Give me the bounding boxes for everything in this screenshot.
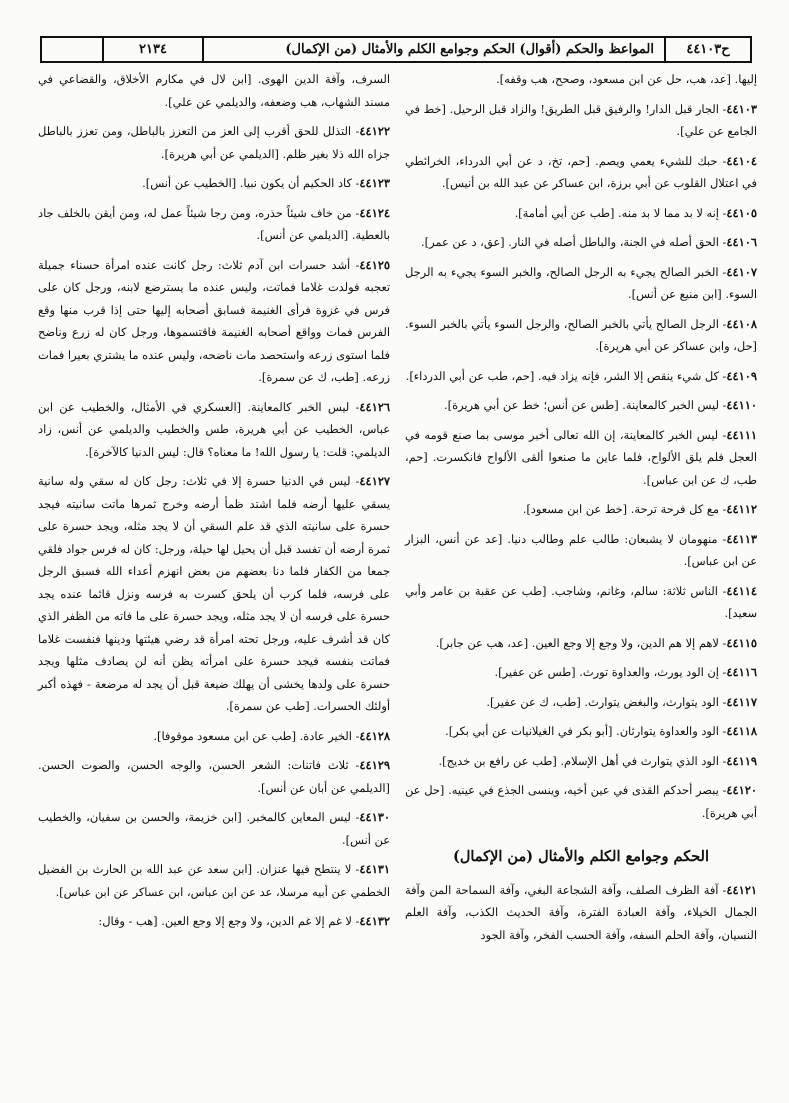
- entry-text: - الخبر الصالح يجيء به الرجل الصالح، والخبر السوء يجيء به الرجل السوء. [ابن منيع عن أنس].: [405, 264, 757, 301]
- entry-number: ٤٤١٣٠: [359, 810, 390, 824]
- hadith-entry: [405, 313, 757, 358]
- hadith-entry: [405, 98, 757, 143]
- hadith-entry: [405, 150, 757, 195]
- hadith-entry: [405, 424, 757, 492]
- hadith-entry: [405, 632, 757, 655]
- section-heading: الحكم وجوامع الكلم والأمثال (من الإكمال): [452, 848, 710, 865]
- entry-text: - الناس ثلاثة: سالم، وغانم، وشاجب. [طب عن عقبة بن عامر وأبي سعيد].: [405, 583, 757, 620]
- hadith-entry: [38, 120, 390, 165]
- entry-number: ٤٤١٢٥: [359, 257, 390, 272]
- header-title: المواعظ والحكم (أقوال) الحكم وجوامع الكلم والأمثال (من الإكمال): [202, 38, 664, 61]
- entry-text: - حبك للشيء يعمي ويصم. [حم، تخ، د عن أبي الدرداء، الخرائطي في اعتلال القلوب عن أبي برزة، ابن عساكر عن عبد الله بن أنيس].: [405, 153, 757, 190]
- entry-text: - الرجل الصالح يأتي بالخبر الصالح، والرجل السوء يأتي بالخبر السوء. [حل، وابن عساكر عن أبي هريرة].: [405, 316, 757, 353]
- entry-number: ٤٤١٢٤: [359, 205, 390, 220]
- hadith-entry: [38, 858, 390, 903]
- entry-number: ٤٤١٠٩: [726, 368, 757, 383]
- hadith-entry: [405, 661, 757, 684]
- entry-number: ٤٤١٢٩: [359, 758, 390, 772]
- entry-number: ٤٤١١٨: [726, 724, 757, 738]
- entry-number: ٤٤١٢٧: [359, 474, 390, 488]
- entry-text: - الحق أصله في الجنة، والباطل أصله في النار. [عق، د عن عمر].: [421, 235, 727, 249]
- entry-number: ٤٤١١٤: [726, 583, 757, 598]
- hadith-entry: [38, 910, 390, 933]
- hadith-entry: [38, 725, 390, 748]
- hadith-entry: [405, 580, 757, 625]
- entry-number: ٤٤١٢١: [726, 882, 757, 897]
- entry-number: ٤٤١٠٥: [726, 205, 757, 220]
- entry-text: - من خاف شيئاً حذره، ومن رجا شيئاً عمل له، ومن أيقن بالخلف جاد بالعطية. [الديلمي عن أنس].: [38, 205, 390, 242]
- continued-text: إليها. [عد، هب، حل عن ابن مسعود، وصحح، هب وقفه].: [496, 72, 757, 86]
- entry-number: ٤٤١١٩: [726, 753, 757, 768]
- hadith-entry: [405, 691, 757, 714]
- continued-text: السرف، وآفة الدين الهوى. [ابن لال في مكارم الأخلاق، والقضاعي في مسند الشهاب، هب وضعفه، والديلمي عن علي].: [38, 72, 390, 109]
- hadith-entry: [405, 879, 757, 947]
- entry-number: ٤٤١٠٨: [726, 316, 757, 331]
- right-column: [405, 68, 757, 953]
- entry-text: - إن الود يورث، والعداوة تورث. [طس عن عفير].: [494, 665, 727, 679]
- hadith-entry: [405, 261, 757, 306]
- hadith-entry: [405, 528, 757, 573]
- entry-number: ٤٤١١٦: [726, 665, 757, 679]
- entry-number: ٤٤١٢٦: [359, 399, 390, 414]
- entry-text: - ليس الخبر كالمعاينة. [العسكري في الأمثال، والخطيب عن ابن عباس، الخطيب عن أبي هريرة، طس والخطيب والديلمي عن أنس، زاد الديلمي: قلت: يا رسول الله! ما معناه؟ قال: ليس الدنيا كالآخرة].: [38, 399, 390, 459]
- entry-text: - لا غم إلا غم الدين، ولا وجع إلا وجع العين. [هب - وقال:: [98, 914, 360, 928]
- entry-text: - الود الذي يتوارث في أهل الإسلام. [طب عن رافع بن خديج].: [438, 753, 727, 768]
- entry-text: - آفة الظرف الصلف، وآفة الشجاعة البغي، وآفة السماحة المن وآفة الجمال الخيلاء، وآفة العبادة الفترة، وآفة الحديث الكذب، وآفة العلم النسيان، وآفة الحلم السفه، وآفة الحسب الفخر، وآفة الجود: [405, 882, 757, 942]
- entry-text: - ليس الخبر كالمعاينة، إن الله تعالى أخبر موسى بما صنع قومه في العجل فلم يلق الألواح، فلما عاين ما صنعوا ألقى الألواح فانكسرت. [حم، طب، ك عن ابن عباس].: [405, 427, 757, 487]
- entry-text: - ليس الخبر كالمعاينة. [طس عن أنس؛ خط عن أبي هريرة].: [444, 398, 727, 412]
- running-header: [40, 36, 752, 63]
- hadith-entry: [38, 396, 390, 464]
- entry-number: ٤٤١١٣: [726, 531, 757, 546]
- hadith-entry: [405, 365, 757, 388]
- hadith-entry: [405, 720, 757, 743]
- entry-text: - ثلاث فاتنات: الشعر الحسن، والوجه الحسن، والصوت الحسن. [الديلمي عن أبان عن أنس].: [38, 758, 390, 795]
- hadith-entry: [38, 806, 390, 851]
- entry-number: ٤٤١٢٢: [359, 124, 390, 138]
- hadith-entry: [405, 779, 757, 824]
- entry-text: - الخير عادة. [طب عن ابن مسعود موقوفا].: [153, 728, 360, 743]
- hadith-entry: [405, 231, 757, 254]
- entry-text: - إنه لا بد مما لا بد منه. [طب عن أبي أمامة].: [514, 205, 727, 220]
- entry-number: ٤٤١٠٧: [726, 264, 757, 279]
- entry-text: - ليس في الدنيا حسرة إلا في ثلاث: رجل كان له سقي وله سانية يسقي عليها أرضه فلما اشتد ظمأ أرضه وخرج ثمرها ماتت سانيته فيجد حسرة على سانيته الذي قد علم السقي أن لا يجد مثله، ويجد حسرة على ثمرة أرضه أن تفسد قبل أن يحيل لها حيلة، ورجل: كان له فرس جواد فلقي جمعا من الكفار فلما دنا بعضهم من بعض انهزم أعداء الله فسبق الرجل على فرسه، فلما كرب أن يلحق كسرت به فرسه ونزل قائما عنده يجد حسرة على فرسه أن لا يجد مثله، ويجد حسرة على ما فاته من الظفر الذي كان قد أشرف عليه، ورجل تحته امرأة قد رضي هيئتها ودينها فنفست غلاما فماتت بنفسه فيجد حسرة على امرأته يظن أنه لن يصادف مثلها ويجد حسرة على ولدها يخشى أن يهلك ضيعة قبل أن يجد له مرضعة - فهذه أكبر أولئك الحسرات. [طب عن سمرة].: [38, 474, 390, 713]
- entry-number: ٤٤١٠٤: [726, 153, 757, 168]
- hadith-entry: [38, 202, 390, 247]
- entry-number: ٤٤١١٠: [726, 398, 757, 412]
- entry-text: - مع كل فرحة ترحة. [خط عن ابن مسعود].: [522, 502, 727, 516]
- hadith-entry: [405, 202, 757, 225]
- entry-number: ٤٤١١١: [726, 427, 757, 442]
- entry-text: - أشد حسرات ابن آدم ثلاث: رجل كانت عنده امرأة حسناء جميلة تعجبه فولدت غلاما فماتت، وليس عنده ما يسترضع لابنه، ورجل كان على فرس في غزوة فرأى الغنيمة فسابق أصحابه إليها حتى إذا قرب منها وقع الفرس فمات وواقع أصحابه الغنيمة فاقتسموها، ورجل كان له زرع وناضح فلما استوى زرعه واستحصد مات ناضحه، وليس عنده ما يشتري بعيرا فمات زرعه. [طب، ك عن سمرة].: [38, 257, 390, 384]
- hadith-entry: [405, 498, 757, 521]
- entry-number: ٤٤١١٧: [726, 694, 757, 709]
- header-blank-cell: [42, 38, 102, 61]
- hadith-entry: [38, 754, 390, 799]
- entry-number: ٤٤١١٥: [726, 635, 757, 650]
- entry-number: ٤٤١٣١: [359, 862, 390, 876]
- entry-number: ٤٤١٢٠: [726, 783, 757, 797]
- entry-text: - الجار قبل الدار! والرفيق قبل الطريق! والزاد قبل الرحيل. [خط في الجامع عن علي].: [405, 101, 757, 138]
- page-number: ٢١٣٤: [102, 38, 202, 61]
- entry-text: - التذلل للحق أقرب إلى العز من التعزز بالباطل، ومن تعزز بالباطل جزاه الله ذلا بغير ظلم. [الديلمي عن أبي هريرة].: [38, 124, 390, 161]
- hadith-entry: [38, 470, 390, 718]
- entry-number: ٤٤١٢٣: [359, 176, 390, 190]
- entry-text: - لاهم إلا هم الدين، ولا وجع إلا وجع العين. [عد، هب عن جابر].: [435, 635, 727, 650]
- entry-number: ٤٤١١٢: [726, 502, 757, 516]
- hadith-entry: [405, 750, 757, 773]
- entry-number: ٤٤١٢٨: [359, 728, 390, 743]
- entry-number: ٤٤١٣٢: [359, 914, 390, 928]
- left-column: [38, 68, 390, 940]
- entry-text: - الود يتوارث، والبغض يتوارث. [طب، ك عن عفير].: [486, 694, 727, 709]
- hadith-entry: [38, 172, 390, 195]
- entry-text: - لا ينتطح فيها عنزان. [ابن سعد عن عبد الله بن الحارث بن الفضيل الخطمي عن أبيه مرسلا، عد عن ابن عباس، ابن عساكر عن ابن عباس].: [38, 862, 390, 899]
- entry-text: - يبصر أحدكم القذى في عين أخيه، وينسى الجذع في عينيه. [حل عن أبي هريرة].: [405, 783, 757, 820]
- entry-text: - الود والعداوة يتوارثان. [أبو بكر في الغيلانيات عن أبي بكر].: [445, 724, 727, 738]
- entry-number: ٤٤١٠٣: [726, 101, 757, 116]
- entry-text: - كاد الحكيم أن يكون نبيا. [الخطيب عن أنس].: [142, 176, 360, 190]
- hadith-entry: [38, 254, 390, 389]
- entry-text: - ليس المعاين كالمخبر. [ابن خزيمة، والحسن بن سفيان، والخطيب عن أنس].: [38, 810, 390, 847]
- entry-number: ٤٤١٠٦: [726, 235, 757, 249]
- entry-text: - كل شيء ينقص إلا الشر، فإنه يزاد فيه. [حم، طب عن أبي الدرداء].: [405, 368, 727, 383]
- hadith-entry: [405, 394, 757, 417]
- entry-text: - منهومان لا يشبعان: طالب علم وطالب دنيا. [عد عن أنس، البزار عن ابن عباس].: [405, 531, 757, 568]
- header-code: ح٤٤١٠٣: [664, 38, 750, 61]
